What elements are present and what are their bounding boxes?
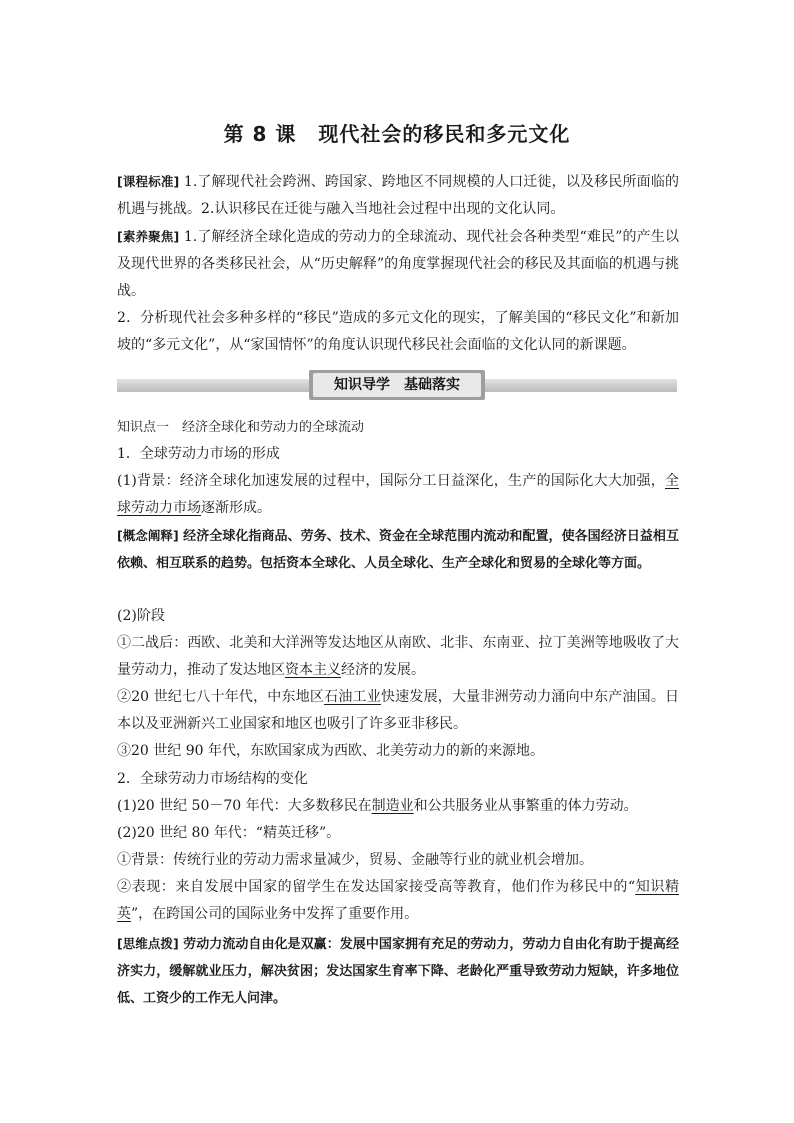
structure-item-2: (2)20 世纪 80 年代：“精英迁移”。 (117, 825, 341, 841)
concept-explanation (117, 522, 679, 577)
thinking-tip (117, 930, 679, 1012)
stage-item-1: ①二战后：西欧、北美和大洋洲等发达地区从南欧、北非、东南亚、拉丁美洲等地吸收了大量劳动力，推动了发达地区资本主义经济的发展。 (117, 635, 679, 678)
structure-background: ①背景：传统行业的劳动力需求量减少，贸易、金融等行业的就业机会增加。 (117, 852, 593, 868)
concept-text: 经济全球化指商品、劳务、技术、资金在全球范围内流动和配置，使各国经济日益相互依赖、相互联系的趋势。包括资本全球化、人员全球化、生产全球化和贸易的全球化等方面。 (117, 529, 679, 571)
literacy-focus-tag: [素养聚焦] (117, 229, 180, 244)
course-standards-tag: [课程标准] (117, 174, 180, 189)
thinking-tag: [思维点拨] (117, 936, 179, 951)
lesson-number: 第 8 课 (223, 122, 297, 146)
subsection-1-heading: 1．全球劳动力市场的形成 (117, 446, 280, 462)
underlined-term: 资本主义 (285, 662, 341, 678)
underlined-term: 制造业 (371, 798, 414, 814)
underlined-term: 全球劳动力市场 (117, 473, 679, 516)
literacy-focus-text-1: 1.了解经济全球化造成的劳动力的全球流动、现代社会各种类型“难民”的产生以及现代世界的各类移民社会，从“历史解释”的角度掌握现代社会的移民及其面临的机遇与挑战。 (117, 229, 679, 299)
stage-item-2: ②20 世纪七八十年代，中东地区石油工业快速发展，大量非洲劳动力涌向中东产油国。日本以及亚洲新兴工业国家和地区也吸引了许多亚非移民。 (117, 689, 680, 732)
subsection-2-heading: 2．全球劳动力市场结构的变化 (117, 771, 308, 787)
course-standards-text: 1.了解现代社会跨洲、跨国家、跨地区不同规模的人口迁徙，以及移民所面临的机遇与挑战。2.认识移民在迁徙与融入当地社会过程中出现的文化认同。 (117, 174, 679, 217)
stage-heading: (2)阶段 (117, 608, 165, 624)
course-standards (117, 168, 679, 223)
underlined-term: 知识精英 (117, 879, 680, 922)
thinking-text: 劳动力流动自由化是双赢：发展中国家拥有充足的劳动力，劳动力自由化有助于提高经济实力，缓解就业压力，解决贫困；发达国家生育率下降、老龄化严重导致劳动力短缺，许多地位低、工资少的工作无人问津。 (117, 937, 679, 1006)
structure-manifestation: ②表现：来自发展中国家的留学生在发达国家接受高等教育，他们作为移民中的“知识精英”，在跨国公司的国际业务中发挥了重要作用。 (117, 879, 680, 922)
concept-tag: [概念阐释] (117, 528, 179, 543)
lesson-title (0, 118, 794, 147)
background-paragraph: (1)背景：经济全球化加速发展的过程中，国际分工日益深化，生产的国际化大大加强，全球劳动力市场逐渐形成。 (117, 473, 679, 516)
lesson-name: 现代社会的移民和多元文化 (318, 122, 571, 146)
literacy-focus (117, 223, 679, 305)
knowledge-point-heading: 知识点一 经济全球化和劳动力的全球流动 (117, 420, 365, 435)
literacy-focus-item-2: 2．分析现代社会多种多样的“移民”造成的多元文化的现实，了解美国的“移民文化”和新加坡的“多元文化”，从“家国情怀”的角度认识现代移民社会面临的文化认同的新课题。 (117, 310, 679, 353)
section-banner (117, 368, 677, 402)
underlined-term: 石油工业 (324, 689, 381, 705)
banner-label: 知识导学 基础落实 (334, 377, 460, 393)
structure-item-1: (1)20 世纪 50－70 年代：大多数移民在制造业和公共服务业从事繁重的体力劳动。 (117, 798, 638, 814)
stage-item-3: ③20 世纪 90 年代，东欧国家成为西欧、北美劳动力的新的来源地。 (117, 743, 544, 759)
